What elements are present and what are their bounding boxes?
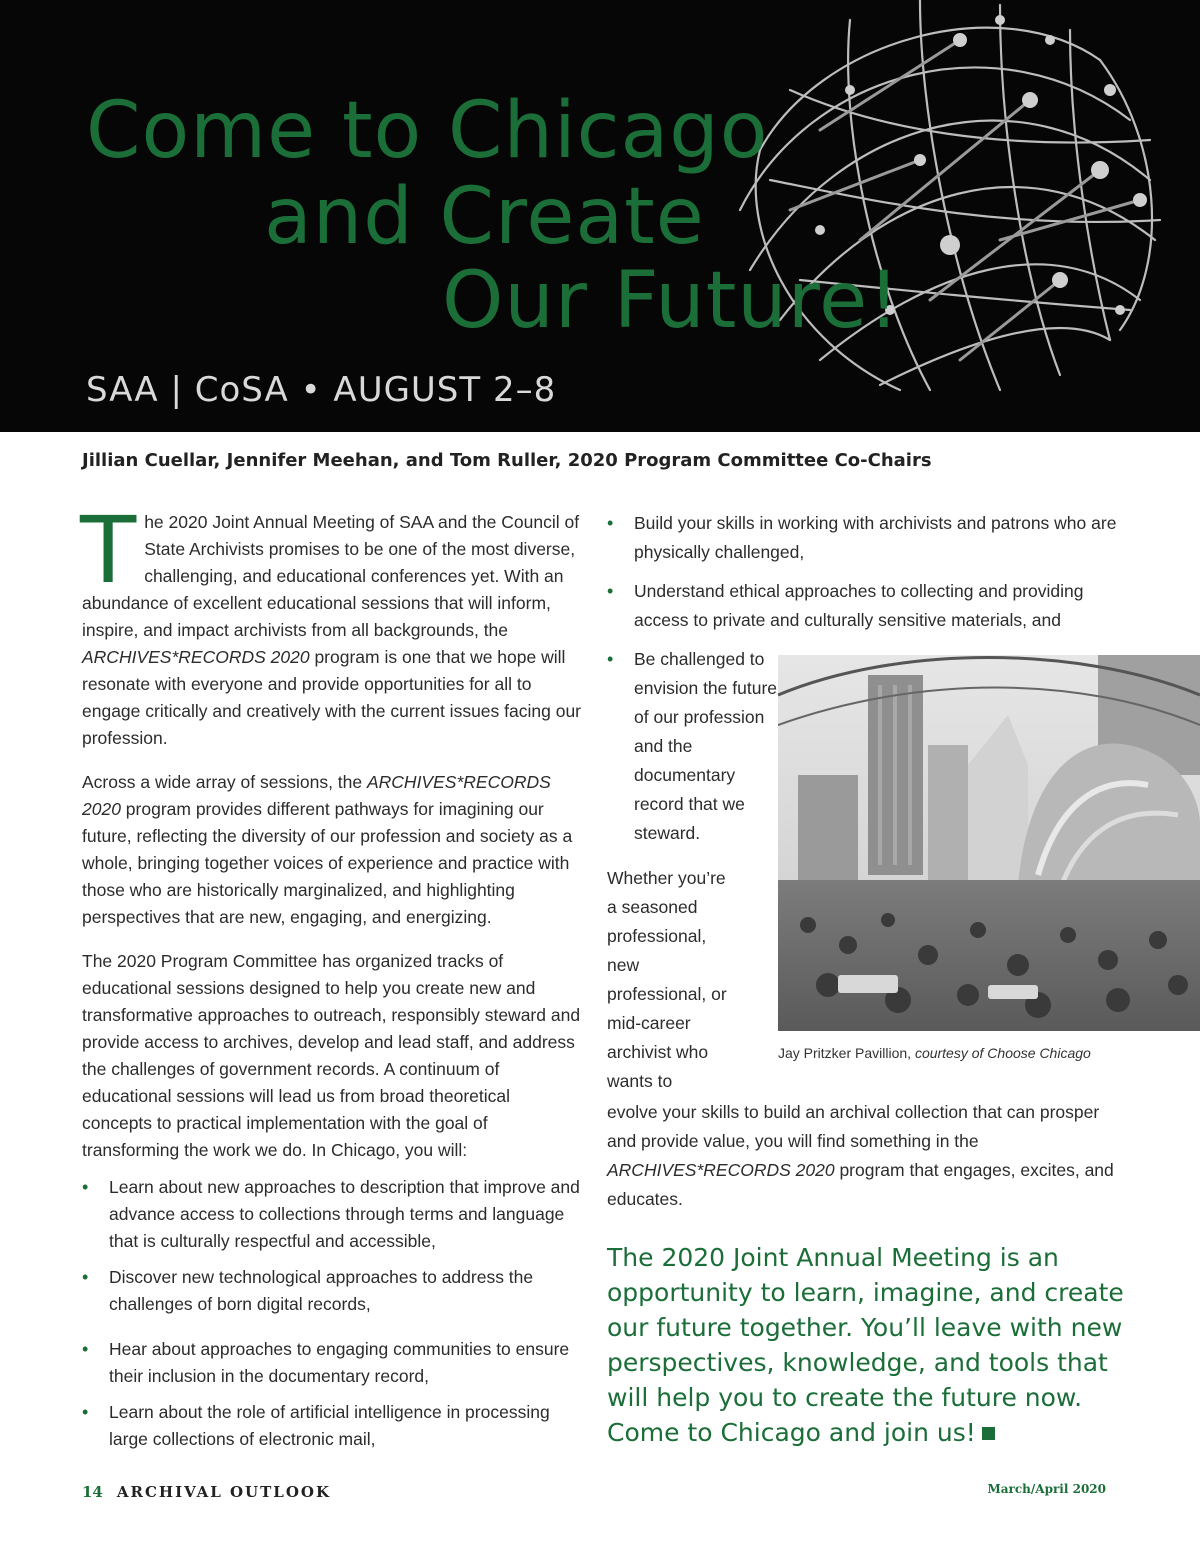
- pavilion-photo-image: [778, 655, 1200, 1031]
- list-item: [82, 1174, 582, 1255]
- photo-caption: [778, 1045, 1091, 1061]
- left-column: [80, 497, 582, 1462]
- program-name: ARCHIVES*RECORDS 2020: [82, 647, 310, 667]
- left-bullet-list: [82, 1174, 582, 1453]
- intro-text-end: program is one that we hope will resonate with everyone and provide opportunities for all to engage critically and creatively with the current issues facing our profession.: [82, 647, 581, 748]
- bullet-icon: •: [607, 513, 614, 533]
- whether-paragraph: Whether you’re a seasoned professional, new professional, or mid-career archivist who wants to: [607, 868, 727, 1091]
- continued-text-end: program that engages, excites, and educates.: [607, 1160, 1114, 1209]
- globe-network-graphic: [700, 0, 1170, 410]
- continued-text: evolve your skills to build an archival collection that can prosper and provide value, you will find something in the: [607, 1102, 1100, 1151]
- headline-line-3: Our Future!: [442, 256, 901, 346]
- paragraph-2-start: Across a wide array of sessions, the: [82, 772, 367, 792]
- list-item-text: Build your skills in working with archivists and patrons who are physically challenged,: [634, 513, 1117, 562]
- footer-left: [82, 1483, 331, 1501]
- pull-quote: [607, 1240, 1127, 1450]
- list-item: [607, 509, 1117, 567]
- paragraph-2: [82, 769, 582, 931]
- pavilion-photo: [778, 655, 1200, 1031]
- list-item: [607, 645, 779, 848]
- list-item-text: Understand ethical approaches to collecting and providing access to private and culturally sensitive materials, and: [634, 581, 1084, 630]
- intro-paragraph: [80, 497, 582, 752]
- list-item: [82, 1399, 582, 1453]
- list-item: [82, 1336, 582, 1390]
- list-item-text: Discover new technological approaches to address the challenges of born digital records,: [109, 1267, 534, 1314]
- bullet-icon: •: [607, 581, 614, 601]
- paragraph-2-end: program provides different pathways for imagining our future, reflecting the diversity of our profession and society as a whole, bringing together voices of experience and practice with those who are historically marginalized, and highlighting perspectives that are new, engaging, and energizing.: [82, 799, 573, 927]
- list-item-text: Hear about approaches to engaging communities to ensure their inclusion in the documentary record,: [109, 1339, 570, 1386]
- whether-paragraph-continued: [607, 1098, 1117, 1214]
- event-dates: SAA | CoSA • AUGUST 2–8: [86, 370, 557, 410]
- pull-quote-text: The 2020 Joint Annual Meeting is an opportunity to learn, imagine, and create our future together. You’ll leave with new perspectives, knowledge, and tools that will help you to create the future now. Come to Chicago and join us!: [607, 1243, 1124, 1447]
- drop-cap: T: [80, 497, 137, 604]
- publication-name: ARCHIVAL OUTLOOK: [116, 1483, 332, 1501]
- page-number: 14: [82, 1483, 103, 1501]
- issue-date: March/April 2020: [987, 1482, 1106, 1496]
- paragraph-3: The 2020 Program Committee has organized tracks of educational sessions designed to help you create new and transformative approaches to outreach, responsibly steward and provide access to archives, develop and lead staff, and address the challenges of government records. A continuum of educational sessions will lead us from broad theoretical concepts to practical implementation with the goal of transforming the work we do. In Chicago, you will:: [82, 951, 581, 1160]
- caption-text: Jay Pritzker Pavillion,: [778, 1045, 915, 1061]
- headline-line-2: and Create: [264, 172, 705, 262]
- header-banner: [0, 0, 1200, 432]
- bullet-icon: •: [82, 1402, 89, 1422]
- program-name: ARCHIVES*RECORDS 2020: [82, 772, 551, 819]
- list-item: [607, 577, 1117, 635]
- list-item: [82, 1264, 582, 1318]
- end-mark-icon: [982, 1427, 995, 1440]
- bullet-icon: •: [82, 1339, 89, 1359]
- byline: Jillian Cuellar, Jennifer Meehan, and Tom Ruller, 2020 Program Committee Co-Chairs: [82, 450, 932, 471]
- list-item-text: Learn about new approaches to description that improve and advance access to collections through terms and language that is culturally respectful and accessible,: [109, 1177, 580, 1251]
- headline-line-1: Come to Chicago: [86, 86, 769, 176]
- bullet-icon: •: [607, 649, 614, 669]
- bullet-icon: •: [82, 1177, 89, 1197]
- intro-text: he 2020 Joint Annual Meeting of SAA and the Council of State Archivists promises to be one of the most diverse, challenging, and educational conferences yet. With an abundance of excellent educational sessions that will inform, inspire, and impact archivists from all backgrounds, the: [82, 512, 580, 640]
- list-item-text: Be challenged to envision the future of our profession and the documentary record that we steward.: [634, 649, 778, 843]
- caption-credit: courtesy of Choose Chicago: [914, 1045, 1091, 1061]
- program-name: ARCHIVES*RECORDS 2020: [607, 1160, 835, 1180]
- list-item-text: Learn about the role of artificial intelligence in processing large collections of electronic mail,: [109, 1402, 550, 1449]
- bullet-icon: •: [82, 1267, 89, 1287]
